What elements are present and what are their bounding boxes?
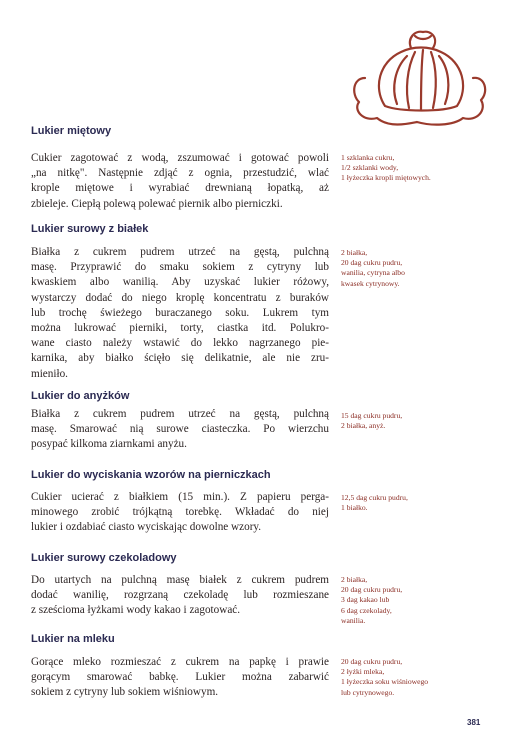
ingredient-item: lub cytrynowego.: [341, 687, 395, 697]
ingredient-item: kwasek cytrynowy.: [341, 278, 400, 288]
ingredient-item: wanilia.: [341, 615, 366, 625]
text-line: wane ciasto należy wstawić do lekko nagrzanego pie-: [31, 337, 329, 350]
ingredient-item: 20 dag cukru pudru,: [341, 585, 403, 595]
ingredient-list: [341, 153, 491, 184]
ingredient-item: 2 białka,: [341, 248, 368, 257]
recipe-instructions: [31, 490, 329, 536]
text-line: minowego zrobić trójkątną torebkę. Wkładać do niej: [31, 506, 329, 519]
text-line: Do utartych na pulchną masę białek z cukrem pudrem: [31, 574, 329, 586]
recipe-title: Lukier do wyciskania wzorów na pierniczkach: [31, 469, 271, 481]
text-line: lub trochę świeżego buraczanego soku. Lukrem tym: [31, 306, 329, 319]
ingredient-item: 2 łyżki mleka,: [341, 667, 385, 677]
text-line: sokiem z cytryny lub sokiem wiśniowym.: [31, 686, 219, 699]
ingredient-item: 2 białka, anyż.: [341, 421, 386, 431]
recipe-instructions: [31, 573, 329, 619]
ingredient-list: [341, 575, 491, 626]
cake-illustration-icon: [345, 18, 495, 128]
recipe-instructions: [31, 245, 329, 382]
ingredient-item: 1 białko.: [341, 503, 368, 513]
ingredient-item: 1 szklanka cukru,: [341, 153, 395, 162]
text-line: można lukrować pierniki, torty, ciastka itd. Polukro-: [31, 322, 329, 335]
ingredient-list: [341, 657, 491, 698]
ingredient-item: 1 łyżeczka kropli miętowych.: [341, 173, 431, 183]
text-line: Cukier zagotować z wodą, zszumować i gotować powoli: [31, 152, 329, 164]
ingredient-list: [341, 248, 491, 289]
ingredient-item: 1/2 szklanki wody,: [341, 163, 399, 173]
text-line: kwaskiem albo wanilią. Aby uzyskać lukier różowy,: [31, 276, 329, 289]
text-line: dodać wanilię, rozgrzaną czekoladę lub rozmieszane: [31, 589, 329, 602]
text-line: „na nitkę". Następnie zdjąć z ognia, przestudzić, wlać: [31, 167, 329, 180]
ingredient-list: [341, 493, 491, 513]
ingredient-item: 3 dag kakao lub: [341, 595, 390, 605]
ingredient-item: wanilia, cytryna albo: [341, 268, 405, 278]
text-line: posypać kilkoma ziarnkami anyżu.: [31, 438, 187, 451]
recipe-title: Lukier na mleku: [31, 633, 115, 645]
text-line: gorącym smarować babkę. Lukier można zabarwić: [31, 671, 329, 684]
ingredient-item: 12,5 dag cukru pudru,: [341, 493, 408, 502]
ingredient-item: 1 łyżeczka soku wiśniowego: [341, 677, 429, 687]
text-line: wystarczy dodać do niego kroplę koncentratu z buraków: [31, 291, 329, 304]
ingredient-item: 2 białka,: [341, 575, 368, 584]
recipe-title: Lukier miętowy: [31, 125, 112, 137]
text-line: lukier i ozdabiać ciasto wyciskając dowolne wzory.: [31, 521, 262, 534]
ingredient-item: 20 dag cukru pudru,: [341, 657, 403, 666]
text-line: z sześcioma łyżkami wody kakao i zagotować.: [31, 604, 241, 617]
ingredient-item: 15 dag cukru pudru,: [341, 411, 403, 420]
recipe-instructions: [31, 655, 329, 701]
text-line: mieniło.: [31, 367, 68, 380]
recipe-title: Lukier do anyżków: [31, 390, 130, 402]
text-line: Gorące mleko rozmieszać z cukrem na papkę i prawie: [31, 656, 329, 668]
recipe-title: Lukier surowy czekoladowy: [31, 552, 177, 564]
recipe-instructions: [31, 151, 329, 212]
ingredient-item: 6 dag czekolady,: [341, 605, 392, 615]
text-line: masę. Smarować nią surowe ciasteczka. Po wierzchu: [31, 423, 329, 436]
text-line: masę. Przyprawić do smaku sokiem z cytryny lub: [31, 261, 329, 274]
text-line: karnika, aby białko ścięło się delikatnie, ale nie zru-: [31, 352, 329, 365]
ingredient-list: [341, 411, 491, 431]
recipe-instructions: [31, 407, 329, 453]
text-line: Białka z cukrem pudrem utrzeć na gęstą, pulchną: [31, 408, 329, 420]
text-line: Cukier ucierać z białkiem (15 min.). Z papieru perga-: [31, 491, 329, 503]
text-line: Białka z cukrem pudrem utrzeć na gęstą, pulchną: [31, 246, 329, 258]
text-line: zbieleje. Ciepłą polewą polewać piernik albo pierniczki.: [31, 197, 283, 210]
ingredient-item: 20 dag cukru pudru,: [341, 258, 403, 268]
recipe-title: Lukier surowy z białek: [31, 223, 149, 235]
text-line: krople miętowe i wyrabiać drewnianą łopatką, aż: [31, 182, 329, 195]
page-number: 381: [467, 718, 481, 727]
